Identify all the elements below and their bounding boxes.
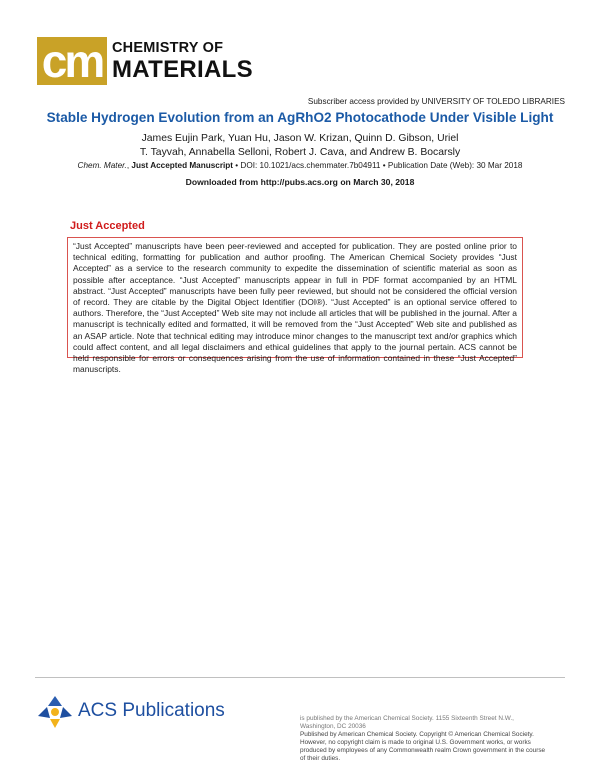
journal-logo-text	[112, 40, 253, 82]
journal-logo-line1: CHEMISTRY OF	[112, 40, 224, 56]
journal-logo-line2: MATERIALS	[112, 56, 253, 83]
doi-and-date[interactable]: • DOI: 10.1021/acs.chemmater.7b04911 • Publication Date (Web): 30 Mar 2018	[233, 161, 523, 170]
footer-divider	[35, 677, 565, 678]
manuscript-status: Just Accepted Manuscript	[131, 161, 234, 170]
publisher-address-2: Washington, DC 20036	[300, 723, 366, 730]
subscriber-notice: Subscriber access provided by UNIVERSITY OF TOLEDO LIBRARIES	[307, 97, 565, 106]
citation-line: Chem. Mater., Just Accepted Manuscript • DOI: 10.1021/acs.chemmater.7b04911 • Publication Date (Web): 30 Mar 2018	[77, 161, 523, 170]
article-authors	[0, 132, 600, 160]
just-accepted-notice: “Just Accepted” manuscripts have been peer-reviewed and accepted for publication. They are posted online prior to technical editing, formatting for publication and author proofing. The American Chemical Society provides “Just Accepted” as a service to the research community to expedite the dissemination of scientific material as soon as possible after acceptance. “Just Accepted” manuscripts appear in full in PDF format accompanied by an HTML abstract. “Just Accepted” manuscripts have been fully peer reviewed, but should not be considered the official version of record. They are citable by the Digital Object Identifier (DOI®). “Just Accepted” is an optional service offered to authors. Therefore, the “Just Accepted” Web site may not include all articles that will be published in the journal. After a manuscript is technically edited and formatted, it will be removed from the “Just Accepted” Web site and published as an ASAP article. Note that technical editing may introduce minor changes to the manuscript text and/or graphics which could affect content, and all legal disclaimers and ethical guidelines that apply to the journal pertain. ACS cannot be held responsible for errors or consequences arising from the use of information contained in these “Just Accepted” manuscripts.	[67, 237, 523, 358]
copyright-line-3: produced by employees of any Commonwealth realm Crown government in the course	[300, 747, 546, 754]
just-accepted-heading: Just Accepted	[70, 220, 145, 232]
acs-publications-logo[interactable]: ACS Publications	[78, 700, 225, 721]
article-title[interactable]: Stable Hydrogen Evolution from an AgRhO2 Photocathode Under Visible Light	[46, 110, 554, 125]
download-notice: Downloaded from http://pubs.acs.org on March 30, 2018	[185, 177, 415, 187]
copyright-line-4: of their duties.	[300, 755, 341, 762]
authors-line-1: James Eujin Park, Yuan Hu, Jason W. Krizan, Quinn D. Gibson, Uriel	[141, 133, 459, 144]
authors-line-2: T. Tayvah, Annabella Selloni, Robert J. Cava, and Andrew B. Bocarsly	[139, 147, 461, 158]
publisher-address-1: is published by the American Chemical Society. 1155 Sixteenth Street N.W.,	[300, 715, 514, 722]
publisher-info	[300, 715, 570, 763]
copyright-line-2: However, no copyright claim is made to original U.S. Government works, or works	[300, 739, 531, 746]
journal-logo-mark: cm	[37, 37, 107, 85]
copyright-line-1: Published by American Chemical Society. Copyright © American Chemical Society.	[300, 731, 534, 738]
journal-name: Chem. Mater.	[77, 161, 127, 170]
acs-publications-icon	[36, 694, 74, 730]
